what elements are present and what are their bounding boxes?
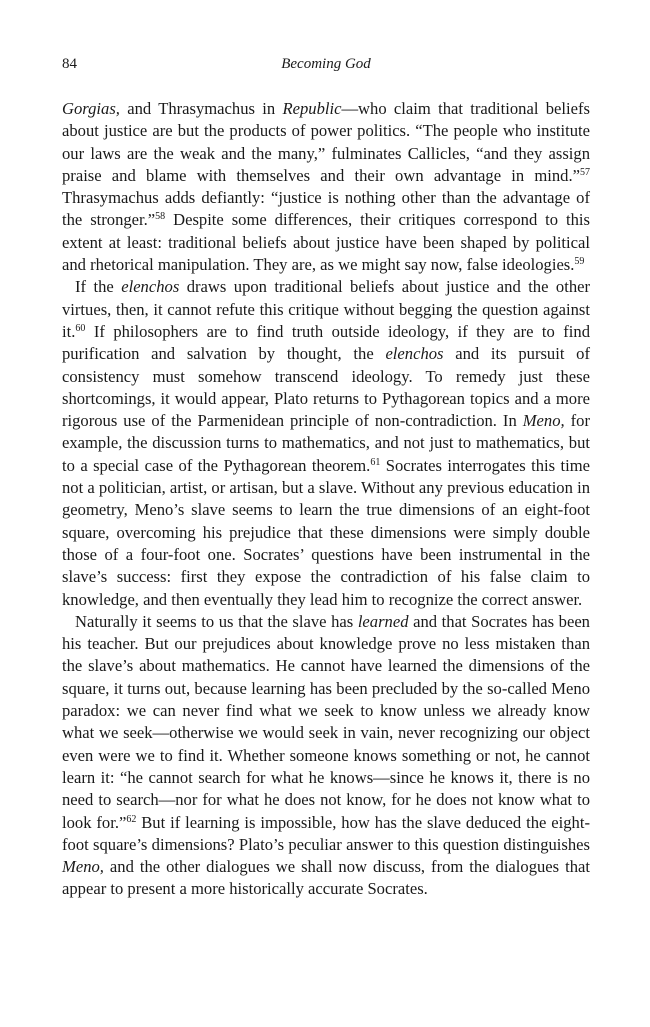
italic-text: learned: [357, 611, 409, 631]
italic-text: elenchos: [385, 344, 444, 364]
footnote-ref: 61: [370, 456, 381, 468]
text-run: If the: [75, 277, 122, 297]
footnote-ref: 58: [155, 211, 166, 223]
book-page: [62, 56, 590, 901]
page-number: 84: [62, 56, 77, 72]
footnote-ref: 62: [126, 813, 137, 825]
running-head: [62, 56, 590, 80]
text-run: and the other dialogues we shall now discuss, from the dialogues that appear to present a more historically accurate Socrates.: [62, 857, 590, 899]
paragraph: [62, 611, 590, 901]
paragraph: [62, 276, 590, 610]
text-run: draws upon traditional beliefs about justice and the other virtues, then, it cannot refute this critique without begging the question against it.: [62, 277, 591, 341]
text-run: and that Socrates has been his teacher. But our prejudices about knowledge prove no less mistaken than the slave’s about mathematics. He cannot have learned the dimensions of the square, it turns out, because learning has been precluded by the so-called Meno paradox: we can never find what we seek to know unless we already know what we seek—otherwise we would seek in vain, never recognizing our object even were we to find it. Whether someone knows something or not, he cannot learn it: “he cannot search for what he knows—since he knows it, there is no need to search—nor for what he does not know, for he does not know what to look for.”: [62, 611, 590, 832]
text-run: Thrasymachus adds defiantly: “justice is nothing other than the advantage of the stronger.”: [62, 188, 590, 230]
italic-text: Meno,: [522, 411, 565, 431]
running-head-title: Becoming God: [281, 56, 371, 72]
paragraph: [62, 98, 590, 276]
text-run: Despite some differences, their critiques correspond to this extent at least: traditional beliefs about justice have been shaped by political and rhetorical manipulation. They are, as we might say now, false ideologies.: [62, 210, 590, 275]
italic-text: elenchos: [121, 277, 180, 297]
text-run: Naturally it seems to us that the slave has: [75, 611, 358, 631]
footnote-ref: 57: [580, 166, 590, 178]
text-run: If philosophers are to find truth outside ideology, if they are to find purification and salvation by thought, the: [62, 321, 590, 364]
text-run: and Thrasymachus in: [119, 99, 283, 118]
footnote-ref: 59: [574, 256, 585, 268]
text-run: But if learning is impossible, how has the slave deduced the eight-foot square’s dimensions? Plato’s peculiar answer to this question distinguishes: [62, 812, 590, 854]
italic-text: Republic: [282, 99, 342, 118]
footnote-ref: 60: [75, 322, 86, 334]
text-run: for example, the discussion turns to mathematics, and not just to mathematics, but to a special case of the Pythagorean theorem.: [62, 411, 591, 475]
body-text: [62, 98, 590, 901]
italic-text: Meno,: [62, 857, 104, 877]
text-run: and its pursuit of consistency must somehow transcend ideology. To remedy just these shortcomings, it would appear, Plato returns to Pythagorean topics and a more rigorous use of the Parmenidean principle of non-contradiction. In: [62, 344, 591, 431]
text-run: Socrates interrogates this time not a politician, artist, or artisan, but a slave. Without any previous education in geometry, Meno’s slave seems to learn the true dimensions of an eight-foot square, overcoming his prejudice that these dimensions were simply double those of a four-foot one. Socrates’ questions have been instrumental in the slave’s success: first they expose the contradiction of his false claim to knowledge, and then eventually they lead him to recognize the correct answer.: [62, 455, 590, 609]
text-run: —who claim that traditional beliefs about justice are but the products of power politics. “The people who institute our laws are the weak and the many,” fulminates Callicles, “and they assign praise and blame with themselves and their own advantage in mind.”: [62, 99, 590, 185]
italic-text: Gorgias,: [62, 99, 120, 118]
